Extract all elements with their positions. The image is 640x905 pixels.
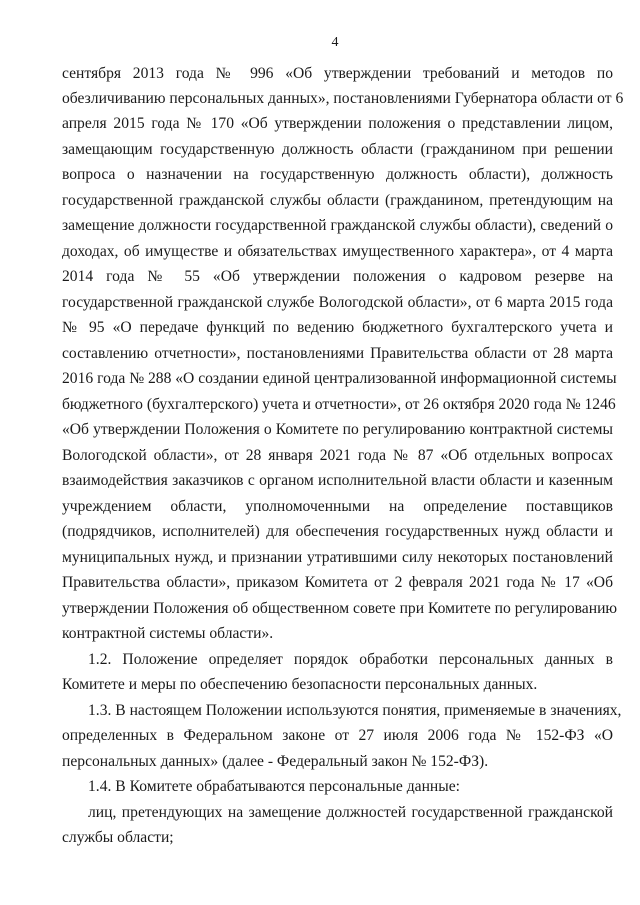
text-line: учреждением области, уполномоченными на определение поставщиков [62,498,613,515]
text-line: контрактной системы области». [62,625,274,642]
text-line: государственной гражданской службы области (гражданином, претендующим на [62,192,613,209]
text-line: замещение должности государственной гражданской службы области), сведений о [62,217,613,234]
text-line: составлению отчетности», постановлениями Правительства области от 28 марта [62,345,613,362]
text-line: 1.2. Положение определяет порядок обработки персональных данных в [88,651,613,668]
text-line: бюджетного (бухгалтерского) учета и отчетности», от 26 октября 2020 года № 1246 [62,396,616,413]
text-line: 2014 года № 55 «Об утверждении положения о кадровом резерве на [62,268,613,285]
text-line: государственной гражданской службе Вологодской области», от 6 марта 2015 года [62,294,613,311]
text-line: апреля 2015 года № 170 «Об утверждении положения о представлении лицом, [62,115,613,132]
text-line: обезличиванию персональных данных», постановлениями Губернатора области от 6 [62,90,624,107]
text-line: № 95 «О передаче функций по ведению бюджетного бухгалтерского учета и [62,319,613,336]
text-line: взаимодействия заказчиков с органом исполнительной власти области и казенным [62,472,613,489]
text-line: сентября 2013 года № 996 «Об утверждении требований и методов по [62,65,613,82]
text-line: «Об утверждении Положения о Комитете по регулированию контрактной системы [62,421,613,438]
text-line: определенных в Федеральном законе от 27 июля 2006 года № 152-ФЗ «О [62,727,613,744]
text-line: вопроса о назначении на государственную должность области), должность [62,166,613,183]
text-line: персональных данных» (далее - Федеральный закон № 152-ФЗ). [62,753,489,770]
text-line: 1.3. В настоящем Положении используются понятия, применяемые в значениях, [88,702,622,719]
text-line: Комитете и меры по обеспечению безопасности персональных данных. [62,676,538,693]
text-line: 1.4. В Комитете обрабатываются персональные данные: [88,778,461,795]
text-line: лиц, претендующих на замещение должностей государственной гражданской [88,804,613,821]
text-line: 2016 года № 288 «О создании единой централизованной информационной системы [62,370,617,387]
text-line: Правительства области», приказом Комитета от 2 февраля 2021 года № 17 «Об [62,574,613,591]
text-line: доходах, об имуществе и обязательствах имущественного характера», от 4 марта [62,243,613,260]
text-line: замещающим государственную должность области (гражданином при решении [62,141,613,158]
text-line: службы области; [62,829,174,846]
text-line: (подрядчиков, исполнителей) для обеспечения государственных нужд области и [62,523,613,540]
text-line: утверждении Положения об общественном совете при Комитете по регулированию [62,600,618,617]
text-line: Вологодской области», от 28 января 2021 года № 87 «Об отдельных вопросах [62,447,613,464]
text-line: муниципальных нужд, и признании утратившими силу некоторых постановлений [62,549,613,566]
page-number: 4 [331,35,339,50]
